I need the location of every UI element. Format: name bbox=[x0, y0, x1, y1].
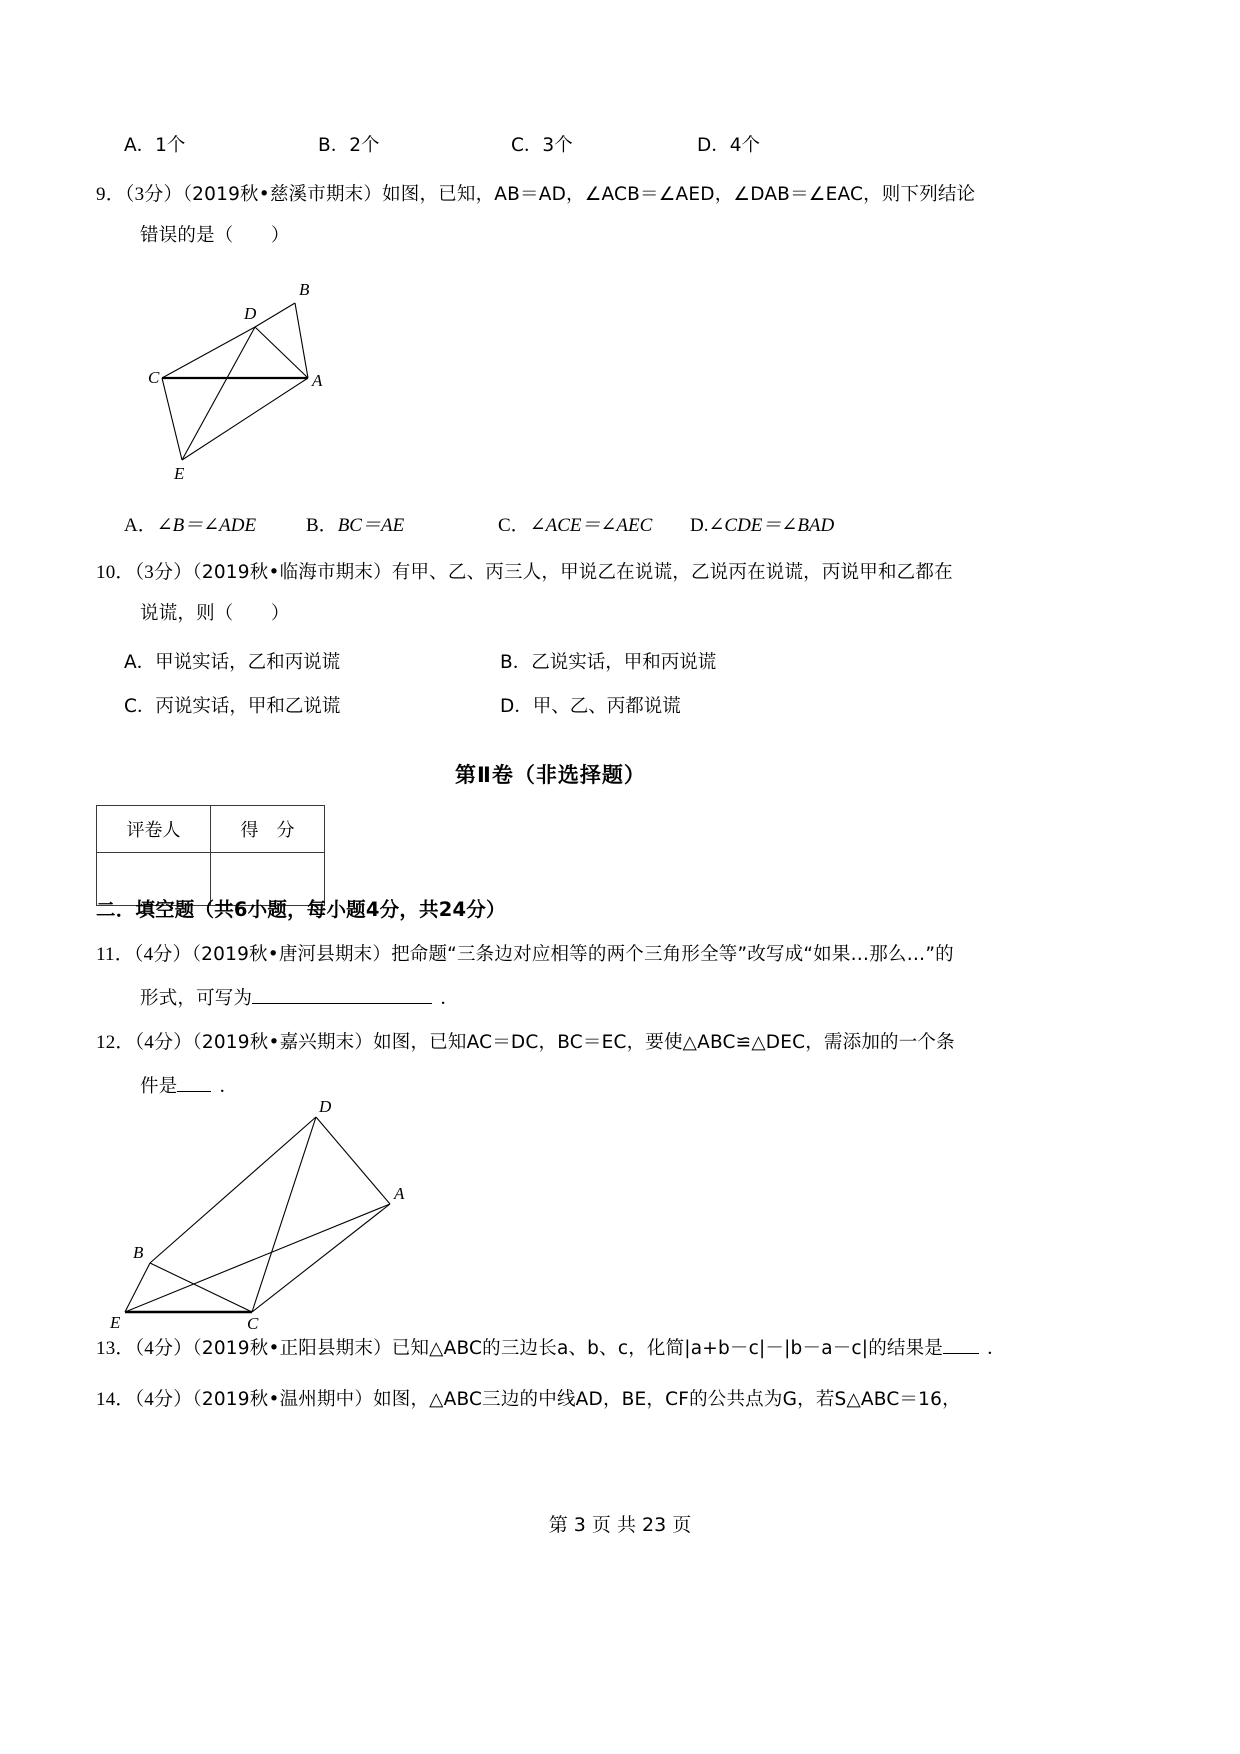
q10-source: （2019秋•临海市期末） bbox=[192, 562, 392, 583]
question-9-figure bbox=[120, 255, 380, 495]
q9-score: （3分） bbox=[124, 184, 183, 205]
question-10-stem-line-2: 说谎，则（ ） bbox=[140, 603, 290, 624]
question-9-stem-line-1 bbox=[96, 185, 975, 205]
q9-source: （2019秋•慈溪市期末） bbox=[182, 184, 383, 205]
question-10-options-row-2 bbox=[124, 692, 681, 718]
q12-answer-prefix: 件是 bbox=[140, 1076, 178, 1097]
q14-source: （2019秋•温州期中） bbox=[192, 1389, 374, 1410]
question-12-line-1 bbox=[96, 1033, 955, 1053]
q9-stem-text: 如图，已知，AB＝AD，∠ACB＝∠AED，∠DAB＝∠EAC，则下列结论 bbox=[382, 184, 976, 205]
triangle-figure-abcde bbox=[120, 255, 380, 495]
question-9-stem-line-2: 错误的是（ ） bbox=[140, 225, 290, 246]
score-table-header-row bbox=[97, 806, 325, 853]
fig1-label-E: E bbox=[174, 464, 185, 483]
fig1-label-D: D bbox=[244, 304, 257, 323]
q14-number: 14． bbox=[96, 1389, 135, 1410]
q11-answer-prefix: 形式，可写为 bbox=[140, 988, 253, 1009]
section-two-title: 二．填空题（共6小题，每小题4分，共24分） bbox=[96, 898, 506, 921]
q13-answer-blank[interactable] bbox=[943, 1338, 979, 1354]
q12-source: （2019秋•嘉兴期末） bbox=[192, 1032, 374, 1053]
fig2-label-B: B bbox=[133, 1243, 144, 1262]
fig1-label-A: A bbox=[312, 371, 323, 390]
q13-text: 已知△ABC的三边长a、b、c，化简|a+b－c|－|b－a－c|的结果是 bbox=[391, 1338, 944, 1359]
q9-option-a: A．∠B＝∠ADE bbox=[124, 515, 257, 536]
q11-score: （4分） bbox=[133, 944, 192, 965]
q10-option-c: C．丙说实话，甲和乙说谎 bbox=[124, 696, 341, 717]
fig2-label-E: E bbox=[110, 1313, 121, 1330]
q9-option-b: B．BC＝AE bbox=[306, 515, 405, 536]
q13-answer-suffix: ． bbox=[987, 1338, 1006, 1359]
q10-option-b: B．乙说实话，甲和丙说谎 bbox=[500, 652, 717, 673]
q11-source: （2019秋•唐河县期末） bbox=[191, 944, 392, 965]
q11-number: 11． bbox=[96, 944, 134, 965]
q11-text: 把命题“三条边对应相等的两个三角形全等”改写成“如果…那么…”的 bbox=[391, 944, 954, 965]
q8-option-b: B．2个 bbox=[318, 135, 380, 156]
q9-number: 9． bbox=[96, 184, 125, 205]
question-12-figure bbox=[100, 1100, 420, 1330]
section-header-volume-2: 第Ⅱ卷（非选择题） bbox=[455, 763, 646, 787]
q9-option-d: D.∠CDE＝∠BAD bbox=[690, 515, 835, 536]
grader-score-table bbox=[96, 805, 325, 906]
q8-option-d: D．4个 bbox=[697, 135, 761, 156]
q8-option-c: C．3个 bbox=[511, 135, 573, 156]
score-table-header-score: 得 分 bbox=[211, 806, 325, 853]
question-13-line-1 bbox=[96, 1338, 1006, 1359]
question-12-line-2 bbox=[140, 1076, 238, 1097]
question-14-line-1 bbox=[96, 1390, 961, 1410]
fig2-label-A: A bbox=[394, 1184, 405, 1203]
q8-options-row bbox=[124, 131, 760, 157]
fig2-label-C: C bbox=[247, 1314, 259, 1330]
fig1-label-C: C bbox=[148, 368, 160, 387]
q14-score: （4分） bbox=[134, 1389, 193, 1410]
question-9-options-row bbox=[124, 510, 834, 537]
page-footer: 第 3 页 共 23 页 bbox=[548, 1514, 692, 1536]
q13-score: （4分） bbox=[134, 1338, 193, 1359]
q13-number: 13． bbox=[96, 1338, 135, 1359]
q10-number: 10． bbox=[96, 562, 135, 583]
q12-text: 如图，已知AC＝DC，BC＝EC，要使△ABC≌△DEC，需添加的一个条 bbox=[373, 1032, 955, 1053]
q10-option-d: D．甲、乙、丙都说谎 bbox=[500, 696, 681, 717]
question-11-line-2 bbox=[140, 988, 459, 1009]
q12-score: （4分） bbox=[134, 1032, 193, 1053]
q11-answer-blank[interactable] bbox=[252, 988, 432, 1004]
q12-answer-blank[interactable] bbox=[177, 1076, 211, 1092]
q12-number: 12． bbox=[96, 1032, 135, 1053]
score-table-header-grader: 评卷人 bbox=[97, 806, 211, 853]
fig2-label-D: D bbox=[319, 1100, 332, 1116]
q9-option-c: C．∠ACE＝∠AEC bbox=[498, 515, 653, 536]
q14-text: 如图，△ABC三边的中线AD，BE，CF的公共点为G，若S△ABC＝16， bbox=[373, 1389, 961, 1410]
fig1-label-B: B bbox=[299, 280, 310, 299]
q12-answer-suffix: ． bbox=[219, 1076, 239, 1097]
q8-option-a: A．1个 bbox=[124, 135, 186, 156]
triangle-figure-dabec bbox=[100, 1100, 420, 1330]
q10-score: （3分） bbox=[134, 562, 193, 583]
q10-option-a: A．甲说实话，乙和丙说谎 bbox=[124, 652, 341, 673]
question-11-line-1 bbox=[96, 945, 954, 965]
q11-answer-suffix: ． bbox=[440, 988, 459, 1009]
q10-stem-text: 有甲、乙、丙三人，甲说乙在说谎，乙说丙在说谎，丙说甲和乙都在 bbox=[391, 562, 953, 583]
question-10-stem-line-1 bbox=[96, 563, 953, 583]
q13-source: （2019秋•正阳县期末） bbox=[192, 1338, 392, 1359]
question-10-options-row-1 bbox=[124, 648, 716, 674]
